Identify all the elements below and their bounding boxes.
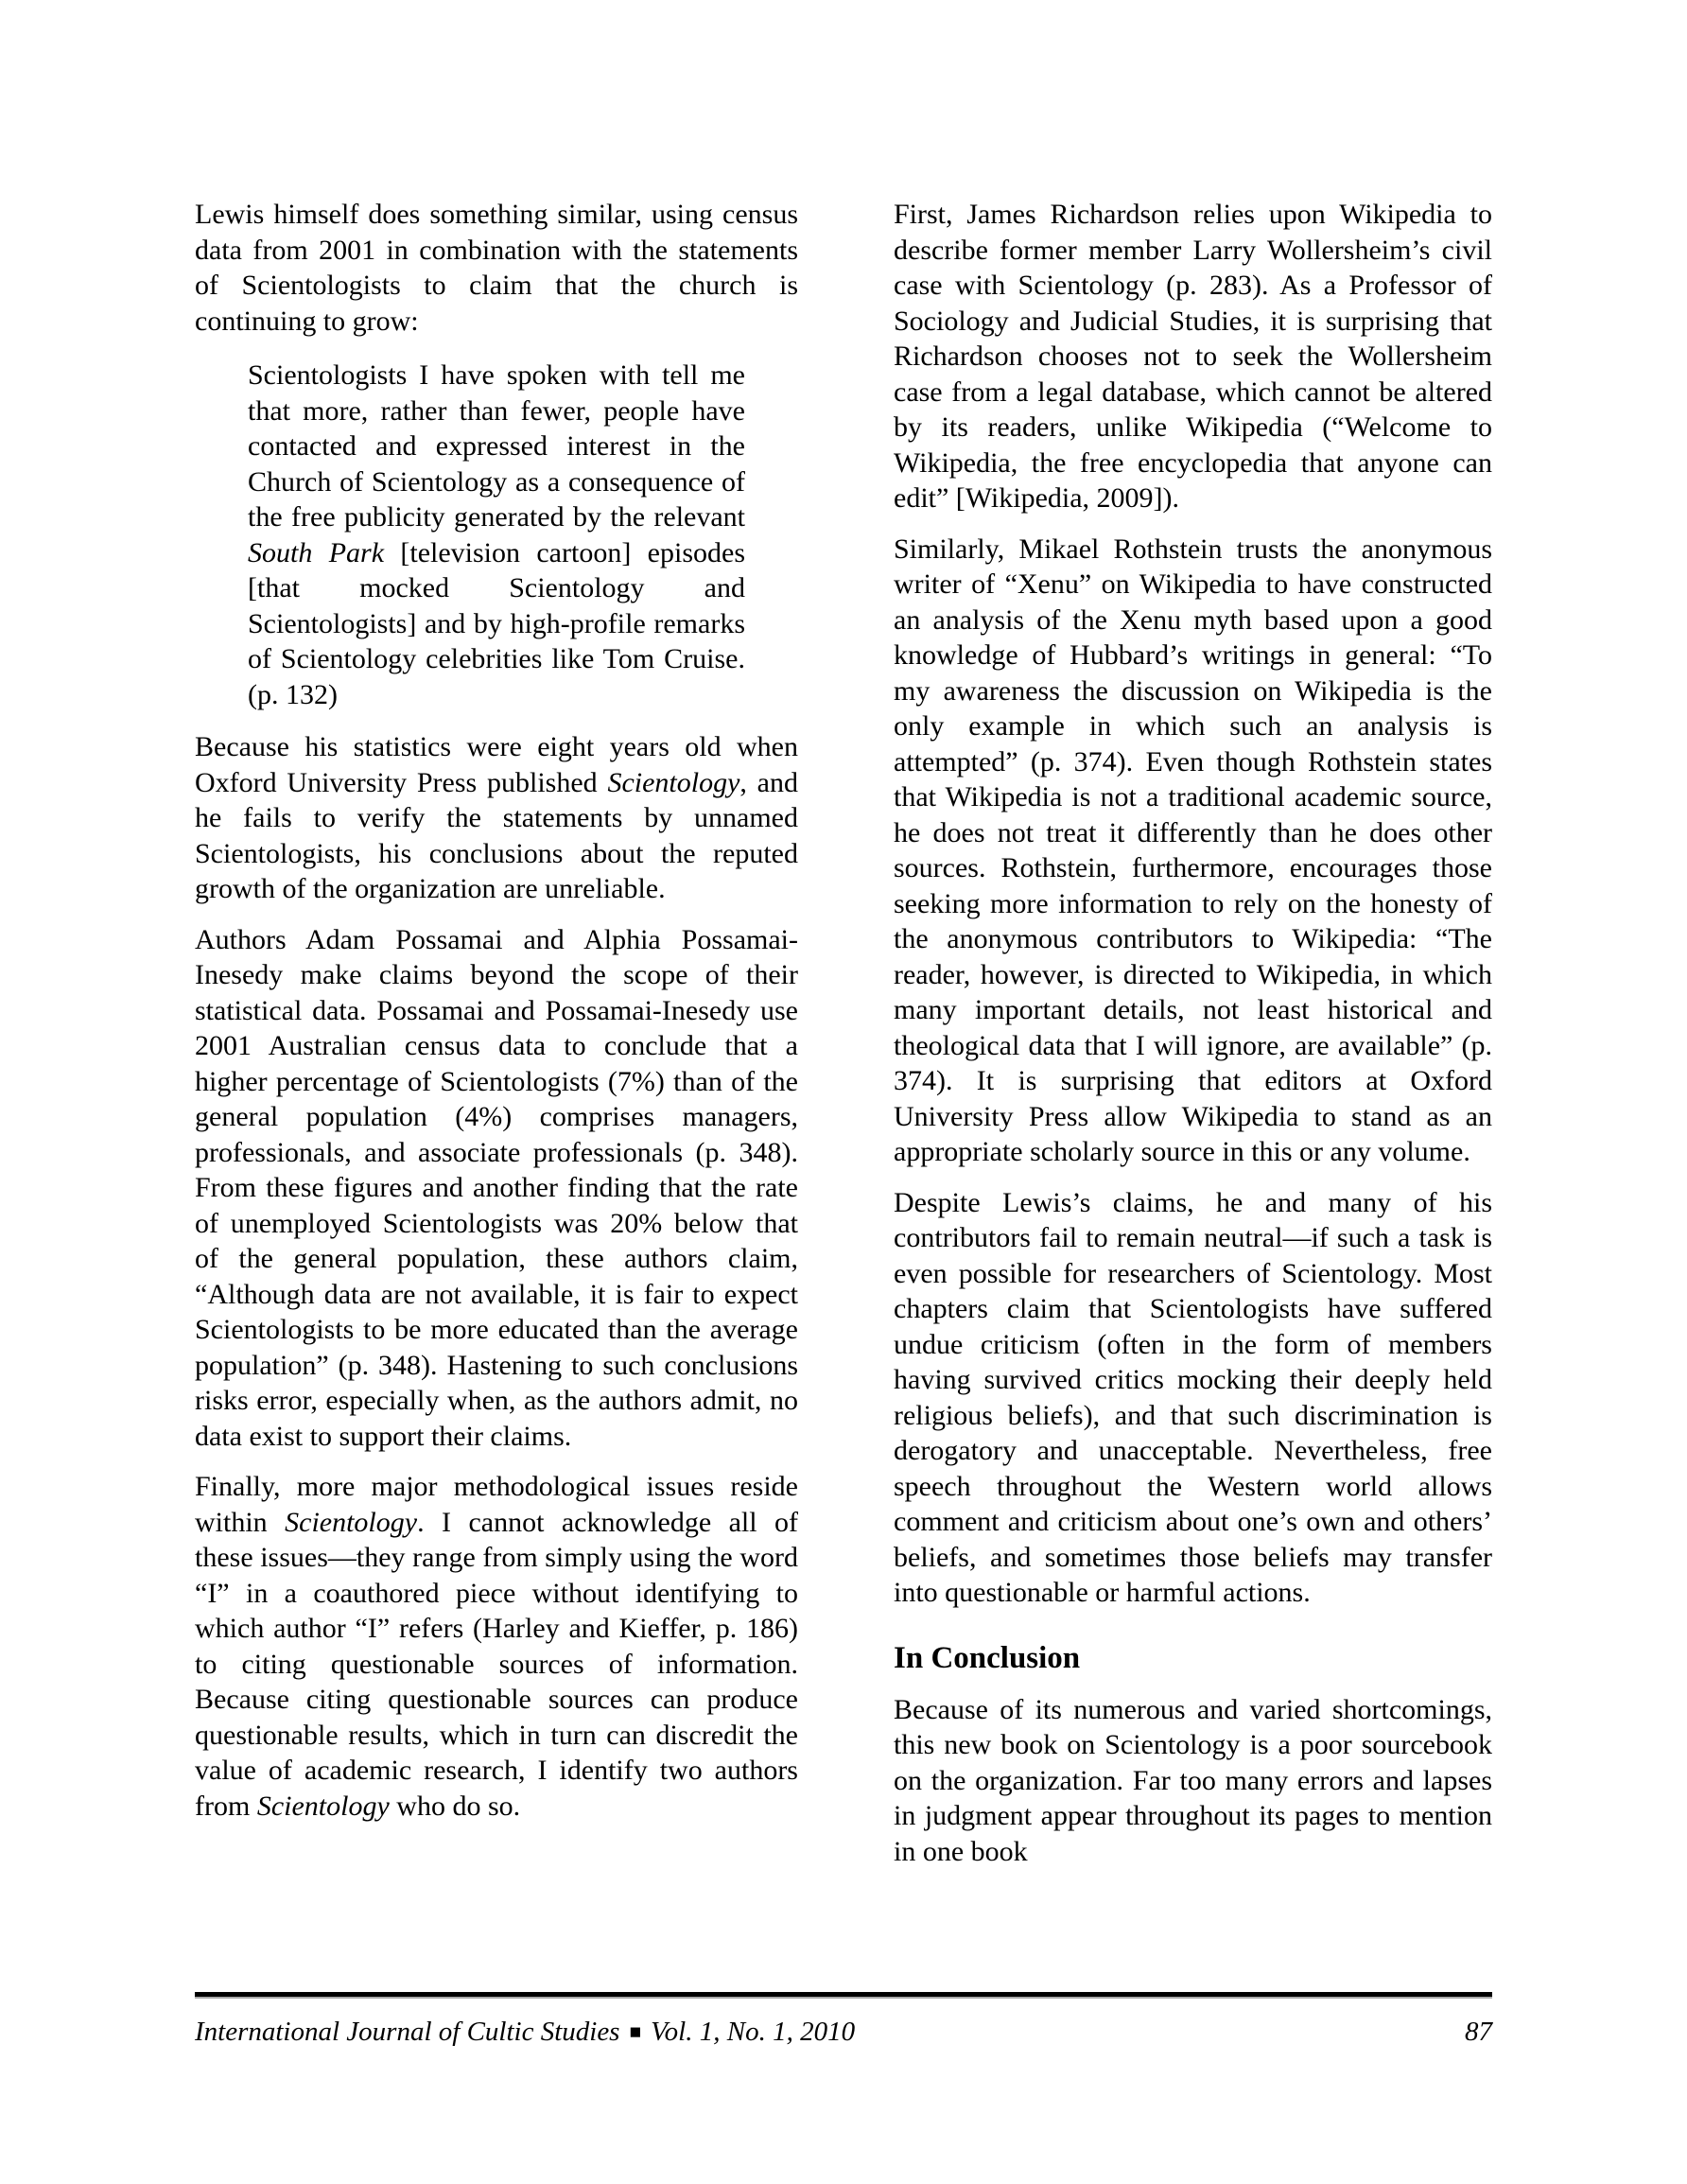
paragraph-neutrality-free-speech: Despite Lewis’s claims, he and many of his contributors fail to remain neutral—if such a task is even possible for researchers of Scientology. Most chapters claim that Scientologists have suffered undue criticism (often in the form of members having survived critics mocking their deeply held religious beliefs), and that such discrimination is derogatory and unacceptable. Nevertheless, free speech throughout the Western world allows comment and criticism about one’s own and others’ beliefs, and sometimes those beliefs may transfer into questionable or harmful actions. xyxy=(894,1186,1492,1608)
paragraph-statistics-unreliable: Because his statistics were eight years old when Oxford University Press published Scientology, and he fails to verify the statements by unnamed Scientologists, his conclusions about the reputed growth of the organization are unreliable. xyxy=(195,731,798,904)
footer-issue: Vol. 1, No. 1, 2010 xyxy=(651,2017,856,2047)
page-footer xyxy=(195,2015,1492,2051)
footer-page-number: 87 xyxy=(1465,2017,1492,2047)
paragraph-possamai-claims: Authors Adam Possamai and Alphia Possamai-Inesedy make claims beyond the scope of their statistical data. Possamai and Possamai-Inesedy use 2001 Australian census data to conclude that a higher percentage of Scientologists (7%) than of the general population (4%) comprises managers, professionals, and associate professionals (p. 348). From these figures and another finding that the rate of unemployed Scientologists was 20% below that of the general population, these authors claim, “Although data are not available, it is fair to expect Scientologists to be more educated than the average population” (p. 348). Hastening to such conclusions risks error, especially when, as the authors admit, no data exist to support their claims. xyxy=(195,923,798,1452)
paragraph-lewis-census: Lewis himself does something similar, using census data from 2001 in combination with the statements of Scientologists to claim that the church is continuing to grow: xyxy=(195,199,798,337)
paragraph-conclusion: Because of its numerous and varied shortcomings, this new book on Scientology is a poor sourcebook on the organization. Far too many errors and lapses in judgment appear throughout its pages to mention in one book xyxy=(894,1693,1492,1867)
in-conclusion-heading: In Conclusion xyxy=(894,1640,1081,1675)
paragraph-rothstein-xenu: Similarly, Mikael Rothstein trusts the anonymous writer of “Xenu” on Wikipedia to have constructed an analysis of the Xenu myth based upon a good knowledge of Hubbard’s writings in general: “To my awareness the discussion on Wikipedia is the only example in which such an analysis is attempted” (p. 374). Even though Rothstein states that Wikipedia is not a traditional academic source, he does not treat it differently than he does other sources. Rothstein, furthermore, encourages those seeking more information to rely on the honesty of the anonymous contributors to Wikipedia: “The reader, however, is directed to Wikipedia, in which many important details, not least historical and theological data that I will ignore, are available” (p. 374). It is surprising that editors at Oxford University Press allow Wikipedia to stand as an appropriate scholarly source in this or any volume. xyxy=(894,533,1492,1167)
footer-separator-square: ■ xyxy=(629,2020,642,2043)
paragraph-methodological-issues: Finally, more major methodological issues reside within Scientology. I cannot acknowledge all of these issues—they range from simply using the word “I” in a coauthored piece without identifying to which author “I” refers (Harley and Kieffer, p. 186) to citing questionable sources of information. Because citing questionable sources can produce questionable results, which in turn can discredit the value of academic research, I identify two authors from Scientology who do so. xyxy=(195,1471,798,1822)
blockquote-scientologists-quote: Scientologists I have spoken with tell me that more, rather than fewer, people have contacted and expressed interest in the Church of Scientology as a consequence of the free publicity generated by the relevant South Park [television cartoon] episodes [that mocked Scientology and Scientologists] and by high-profile remarks of Scientology celebrities like Tom Cruise. (p. 132) xyxy=(248,359,745,710)
footer-journal-info xyxy=(195,2015,855,2051)
paragraph-richardson-wikipedia: First, James Richardson relies upon Wikipedia to describe former member Larry Wollersheim’s civil case with Scientology (p. 283). As a Professor of Sociology and Judicial Studies, it is surprising that Richardson chooses not to seek the Wollersheim case from a legal database, which cannot be altered by its readers, unlike Wikipedia (“Welcome to Wikipedia, the free encyclopedia that anyone can edit” [Wikipedia, 2009]). xyxy=(894,199,1492,514)
right-column xyxy=(894,197,1492,1884)
footer-journal-title: International Journal of Cultic Studies xyxy=(195,2017,620,2047)
left-column xyxy=(195,197,798,1839)
footer-rule xyxy=(195,1992,1492,1999)
